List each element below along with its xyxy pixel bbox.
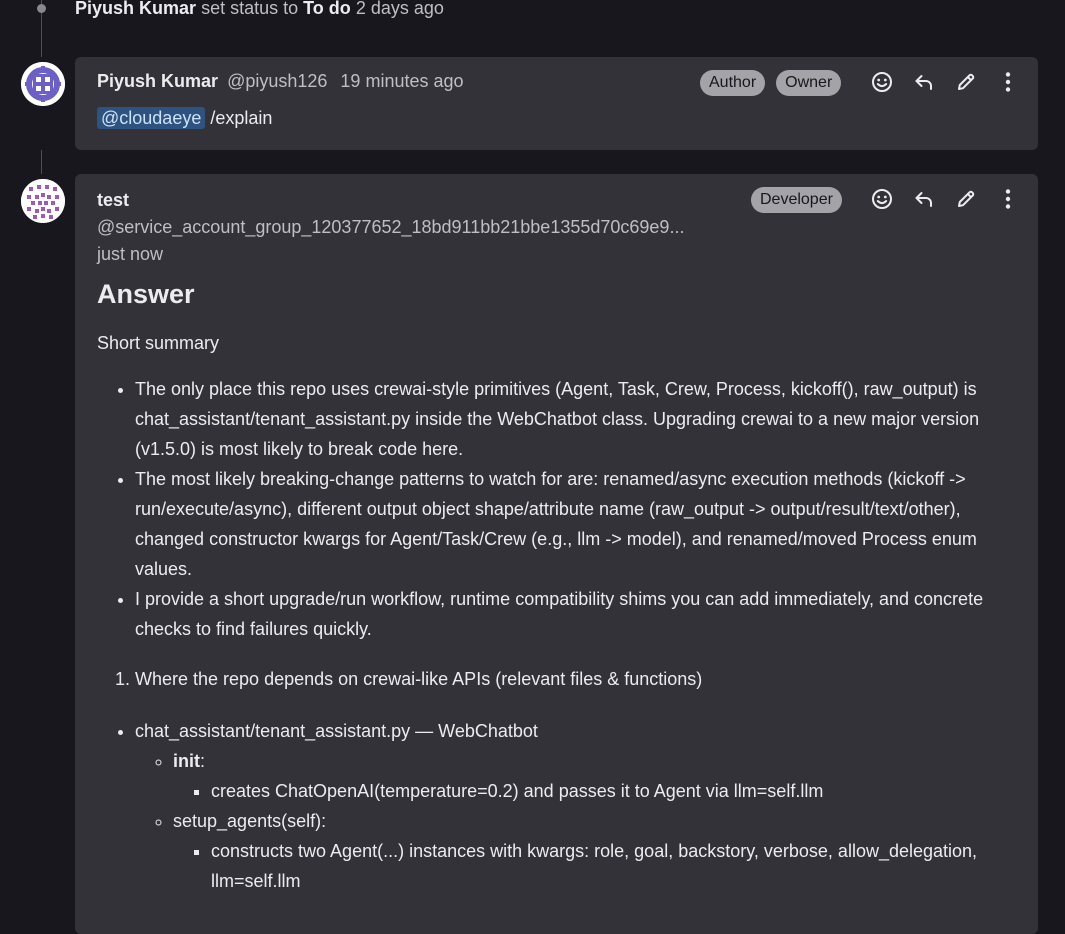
init-label: init bbox=[173, 751, 200, 771]
user-mention[interactable]: @cloudaeye bbox=[97, 107, 205, 129]
init-colon: : bbox=[200, 751, 206, 771]
role-badges bbox=[751, 187, 842, 213]
timeline-line bbox=[41, 150, 42, 174]
list-item: ▪ constructs two Agent(...) instances with kwargs: role, goal, backstory, verbose, allow_delegation, llm=self.llm bbox=[211, 836, 1017, 896]
list-item bbox=[135, 716, 1017, 896]
comment-header bbox=[97, 71, 464, 92]
smiley-icon bbox=[871, 188, 893, 210]
comment-card bbox=[75, 57, 1038, 150]
list-item: • The most likely breaking-change patterns to watch for are: renamed/async execution methods (kickoff -> run/execute/async), different output object shape/attribute name (raw_output -> output/result/text/other), changed constructor kwargs for Agent/Task/Crew (e.g., llm -> model), and renamed/moved Process enum values. bbox=[135, 464, 1017, 584]
comment-handle[interactable]: @piyush126 bbox=[227, 71, 328, 91]
comment-body bbox=[97, 274, 1017, 896]
summary-list bbox=[97, 374, 1017, 644]
system-note-time[interactable]: 2 days ago bbox=[355, 0, 444, 18]
system-note-action: set status to bbox=[201, 0, 299, 18]
list-item bbox=[173, 806, 1017, 896]
file-item-label: chat_assistant/tenant_assistant.py — WebChatbot bbox=[135, 721, 538, 741]
add-reaction-button[interactable] bbox=[870, 70, 894, 94]
more-actions-button[interactable] bbox=[996, 70, 1020, 94]
owner-badge: Owner bbox=[776, 70, 841, 96]
list-item: ▪ creates ChatOpenAI(temperature=0.2) and passes it to Agent via llm=self.llm bbox=[211, 776, 1017, 806]
list-item: • The only place this repo uses crewai-style primitives (Agent, Task, Crew, Process, kickoff(), raw_output) is chat_assistant/tenant_assistant.py inside the WebChatbot class. Upgrading crewai to a new major version (v1.5.0) is most likely to break code here. bbox=[135, 374, 1017, 464]
comment-time[interactable]: just now bbox=[97, 244, 164, 264]
developer-badge: Developer bbox=[751, 187, 842, 213]
add-reaction-button[interactable] bbox=[870, 187, 894, 211]
file-list bbox=[97, 716, 1017, 896]
section-title: 1. Where the repo depends on crewai-like APIs (relevant files & functions) bbox=[135, 664, 1017, 694]
section-list bbox=[97, 664, 1017, 694]
system-note bbox=[75, 0, 444, 19]
author-badge: Author bbox=[700, 70, 765, 96]
list-item: • I provide a short upgrade/run workflow, runtime compatibility shims you can add immediately, and concrete checks to find failures quickly. bbox=[135, 584, 1017, 644]
system-note-author[interactable]: Piyush Kumar bbox=[75, 0, 197, 18]
edit-button[interactable] bbox=[954, 70, 978, 94]
command-text: /explain bbox=[210, 108, 273, 128]
comment-handle[interactable]: @service_account_group_120377652_18bd911bb21bbe1355d70c69e9... bbox=[97, 217, 685, 237]
comment-author[interactable]: test bbox=[97, 190, 130, 210]
kebab-menu-icon bbox=[997, 71, 1019, 93]
reply-icon bbox=[913, 188, 935, 210]
comment-actions bbox=[870, 70, 1020, 94]
reply-button[interactable] bbox=[912, 187, 936, 211]
system-note-status: To do bbox=[303, 0, 351, 18]
identicon-avatar-test bbox=[21, 179, 65, 223]
kebab-menu-icon bbox=[997, 188, 1019, 210]
comment-actions bbox=[870, 187, 1020, 211]
comment-author[interactable]: Piyush Kumar bbox=[97, 71, 219, 91]
answer-heading: Answer bbox=[97, 279, 195, 309]
comment-time[interactable]: 19 minutes ago bbox=[340, 71, 464, 91]
detail-list bbox=[173, 776, 1017, 806]
comment-card bbox=[75, 174, 1038, 934]
pencil-icon bbox=[955, 188, 977, 210]
summary-label: Short summary bbox=[97, 333, 220, 353]
smiley-icon bbox=[871, 71, 893, 93]
role-badges bbox=[700, 70, 841, 96]
list-item bbox=[173, 746, 1017, 806]
reply-icon bbox=[913, 71, 935, 93]
comment-body bbox=[97, 108, 272, 129]
method-list bbox=[135, 746, 1017, 896]
timeline-dot bbox=[37, 4, 46, 13]
identicon-avatar-piyush bbox=[21, 62, 65, 106]
pencil-icon bbox=[955, 71, 977, 93]
avatar[interactable] bbox=[21, 62, 65, 106]
setup-label: setup_agents(self): bbox=[173, 811, 327, 831]
detail-list bbox=[173, 836, 1017, 896]
avatar[interactable] bbox=[21, 179, 65, 223]
reply-button[interactable] bbox=[912, 70, 936, 94]
edit-button[interactable] bbox=[954, 187, 978, 211]
more-actions-button[interactable] bbox=[996, 187, 1020, 211]
